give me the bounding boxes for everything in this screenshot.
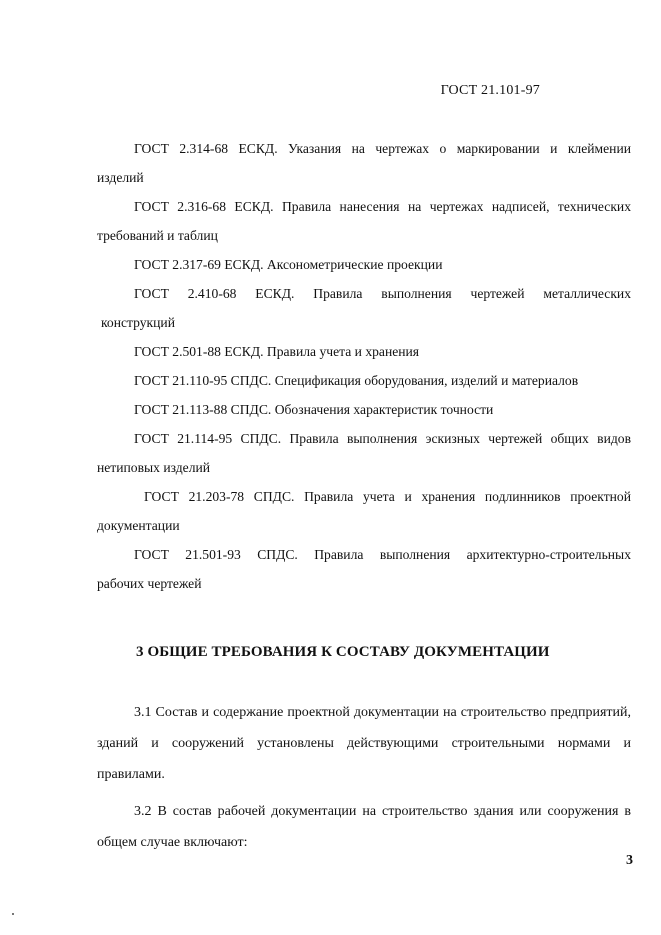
paragraph bbox=[97, 796, 631, 858]
reference-line: ГОСТ 21.501-93 СПДС. Правила выполнения архитектурно-строительных bbox=[134, 547, 631, 562]
paragraph bbox=[97, 697, 631, 790]
reference-item bbox=[97, 482, 631, 540]
reference-item bbox=[97, 540, 631, 598]
reference-item bbox=[97, 134, 631, 192]
reference-item bbox=[97, 366, 631, 395]
reference-item bbox=[97, 424, 631, 482]
paragraph-line: 3.1 Состав и содержание проектной документации на строительство предприятий, bbox=[134, 705, 631, 720]
reference-continuation: требований и таблиц bbox=[97, 228, 218, 243]
reference-continuation: документации bbox=[97, 518, 180, 533]
reference-line: ГОСТ 21.203-78 СПДС. Правила учета и хранения подлинников проектной bbox=[144, 489, 631, 504]
reference-line: ГОСТ 2.314-68 ЕСКД. Указания на чертежах о маркировании и клеймении bbox=[134, 141, 631, 156]
reference-line: ГОСТ 2.410-68 ЕСКД. Правила выполнения чертежей металлических bbox=[134, 286, 631, 301]
paragraph-line: зданий и сооружений установлены действующими строительными нормами и bbox=[97, 736, 631, 751]
reference-item bbox=[97, 395, 631, 424]
section-body bbox=[97, 697, 631, 858]
scan-speck bbox=[12, 913, 14, 915]
reference-item bbox=[97, 250, 631, 279]
reference-continuation: конструкций bbox=[101, 315, 175, 330]
section-heading: 3 ОБЩИЕ ТРЕБОВАНИЯ К СОСТАВУ ДОКУМЕНТАЦИИ bbox=[136, 644, 550, 660]
reference-line: ГОСТ 2.316-68 ЕСКД. Правила нанесения на чертежах надписей, технических bbox=[134, 199, 631, 214]
paragraph-line: правилами. bbox=[97, 767, 165, 782]
paragraph-line: 3.2 В состав рабочей документации на строительство здания или сооружения в bbox=[134, 804, 631, 819]
reference-line: ГОСТ 2.317-69 ЕСКД. Аксонометрические проекции bbox=[134, 257, 443, 272]
reference-item bbox=[97, 337, 631, 366]
reference-list bbox=[97, 134, 631, 598]
document-code-header: ГОСТ 21.101-97 bbox=[440, 83, 540, 98]
reference-line: ГОСТ 21.110-95 СПДС. Спецификация оборудования, изделий и материалов bbox=[134, 373, 579, 388]
reference-line: ГОСТ 21.113-88 СПДС. Обозначения характеристик точности bbox=[134, 402, 494, 417]
reference-line: ГОСТ 21.114-95 СПДС. Правила выполнения эскизных чертежей общих видов bbox=[134, 431, 631, 446]
reference-continuation: нетиповых изделий bbox=[97, 460, 211, 475]
reference-line: ГОСТ 2.501-88 ЕСКД. Правила учета и хранения bbox=[134, 344, 420, 359]
reference-item bbox=[97, 279, 631, 337]
paragraph-line: общем случае включают: bbox=[97, 835, 248, 850]
reference-continuation: рабочих чертежей bbox=[97, 576, 202, 591]
reference-continuation: изделий bbox=[97, 170, 144, 185]
page-number: 3 bbox=[626, 853, 633, 868]
reference-item bbox=[97, 192, 631, 250]
